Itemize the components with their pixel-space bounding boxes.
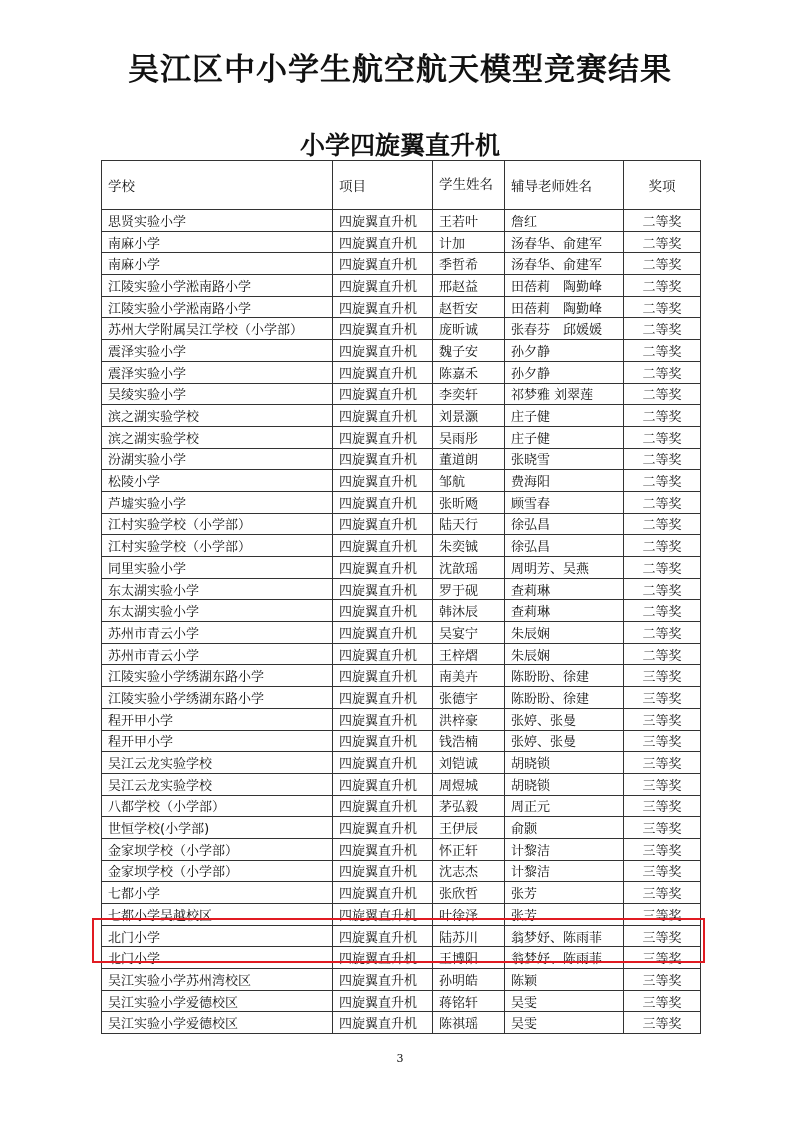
- cell-school: 七都小学吴越校区: [102, 904, 333, 926]
- cell-student: 刘铠诚: [433, 752, 505, 774]
- cell-student: 邹航: [433, 470, 505, 492]
- cell-teacher: 张婷、张曼: [505, 708, 624, 730]
- cell-teacher: 孙夕静: [505, 340, 624, 362]
- cell-student: 洪梓豪: [433, 708, 505, 730]
- cell-school: 吴江云龙实验学校: [102, 752, 333, 774]
- cell-student: 茅弘毅: [433, 795, 505, 817]
- cell-student: 魏子安: [433, 340, 505, 362]
- table-row: [102, 622, 701, 644]
- document-title: 吴江区中小学生航空航天模型竞赛结果: [128, 52, 672, 88]
- cell-school: 吴江实验小学爱德校区: [102, 990, 333, 1012]
- table-body: [102, 210, 701, 1034]
- cell-school: 程开甲小学: [102, 730, 333, 752]
- cell-award: 二等奖: [624, 643, 701, 665]
- cell-student: 怀正轩: [433, 838, 505, 860]
- cell-teacher: 田蓓莉 陶勤峰: [505, 296, 624, 318]
- cell-school: 江村实验学校（小学部）: [102, 535, 333, 557]
- cell-award: 二等奖: [624, 557, 701, 579]
- cell-project: 四旋翼直升机: [333, 882, 433, 904]
- cell-teacher: 顾雪春: [505, 491, 624, 513]
- cell-student: 沈歆瑶: [433, 557, 505, 579]
- table-row: [102, 708, 701, 730]
- cell-award: 二等奖: [624, 253, 701, 275]
- cell-school: 世恒学校(小学部): [102, 817, 333, 839]
- cell-student: 赵哲安: [433, 296, 505, 318]
- cell-school: 思贤实验小学: [102, 210, 333, 232]
- cell-project: 四旋翼直升机: [333, 665, 433, 687]
- cell-award: 二等奖: [624, 535, 701, 557]
- cell-school: 吴绫实验小学: [102, 383, 333, 405]
- cell-project: 四旋翼直升机: [333, 578, 433, 600]
- cell-project: 四旋翼直升机: [333, 904, 433, 926]
- cell-teacher: 翁梦妤、陈雨菲: [505, 947, 624, 969]
- cell-school: 江村实验学校（小学部）: [102, 513, 333, 535]
- table-row: [102, 838, 701, 860]
- cell-teacher: 吴雯: [505, 1012, 624, 1034]
- header-project: 项目: [333, 161, 433, 210]
- cell-student: 陆天行: [433, 513, 505, 535]
- table-row: [102, 383, 701, 405]
- cell-teacher: 朱辰娴: [505, 622, 624, 644]
- cell-school: 东太湖实验小学: [102, 578, 333, 600]
- cell-award: 三等奖: [624, 969, 701, 991]
- cell-student: 周煜城: [433, 773, 505, 795]
- cell-teacher: 詹红: [505, 210, 624, 232]
- cell-student: 张德宇: [433, 687, 505, 709]
- table-row: [102, 817, 701, 839]
- cell-student: 钱浩楠: [433, 730, 505, 752]
- table-row: [102, 1012, 701, 1034]
- cell-teacher: 徐弘昌: [505, 513, 624, 535]
- cell-student: 吴雨彤: [433, 426, 505, 448]
- table-row: [102, 361, 701, 383]
- cell-school: 吴江实验小学爱德校区: [102, 1012, 333, 1034]
- cell-school: 北门小学: [102, 925, 333, 947]
- cell-teacher: 张婷、张曼: [505, 730, 624, 752]
- cell-teacher: 朱辰娴: [505, 643, 624, 665]
- table-row: [102, 969, 701, 991]
- cell-award: 二等奖: [624, 231, 701, 253]
- cell-teacher: 翁梦妤、陈雨菲: [505, 925, 624, 947]
- table-row: [102, 275, 701, 297]
- cell-teacher: 汤春华、俞建军: [505, 253, 624, 275]
- table-row: [102, 904, 701, 926]
- cell-project: 四旋翼直升机: [333, 557, 433, 579]
- cell-teacher: 计黎洁: [505, 860, 624, 882]
- cell-school: 吴江云龙实验学校: [102, 773, 333, 795]
- cell-school: 苏州市青云小学: [102, 622, 333, 644]
- cell-teacher: 吴雯: [505, 990, 624, 1012]
- cell-project: 四旋翼直升机: [333, 860, 433, 882]
- cell-school: 苏州市青云小学: [102, 643, 333, 665]
- cell-project: 四旋翼直升机: [333, 969, 433, 991]
- cell-teacher: 陈盼盼、徐建: [505, 687, 624, 709]
- cell-award: 二等奖: [624, 448, 701, 470]
- cell-student: 蒋铭轩: [433, 990, 505, 1012]
- table-row: [102, 491, 701, 513]
- cell-teacher: 张晓雪: [505, 448, 624, 470]
- cell-school: 南麻小学: [102, 231, 333, 253]
- table-row: [102, 578, 701, 600]
- cell-project: 四旋翼直升机: [333, 795, 433, 817]
- table-row: [102, 231, 701, 253]
- section-title: 小学四旋翼直升机: [299, 131, 500, 160]
- cell-student: 计加: [433, 231, 505, 253]
- table-row: [102, 253, 701, 275]
- cell-award: 三等奖: [624, 860, 701, 882]
- cell-teacher: 查莉琳: [505, 578, 624, 600]
- cell-teacher: 查莉琳: [505, 600, 624, 622]
- cell-school: 滨之湖实验学校: [102, 426, 333, 448]
- cell-award: 三等奖: [624, 882, 701, 904]
- cell-student: 张欣哲: [433, 882, 505, 904]
- table-row: [102, 795, 701, 817]
- cell-project: 四旋翼直升机: [333, 730, 433, 752]
- cell-teacher: 张芳: [505, 904, 624, 926]
- cell-project: 四旋翼直升机: [333, 817, 433, 839]
- cell-school: 江陵实验小学绣湖东路小学: [102, 687, 333, 709]
- header-teacher-name: 辅导老师姓名: [505, 161, 624, 210]
- header-student-name: 学生姓名: [433, 161, 505, 210]
- table-row: [102, 665, 701, 687]
- table-row: [102, 687, 701, 709]
- cell-student: 陈嘉禾: [433, 361, 505, 383]
- cell-project: 四旋翼直升机: [333, 990, 433, 1012]
- cell-project: 四旋翼直升机: [333, 340, 433, 362]
- cell-student: 刘景灏: [433, 405, 505, 427]
- cell-award: 二等奖: [624, 470, 701, 492]
- table-row: [102, 882, 701, 904]
- table-row: [102, 296, 701, 318]
- table-row: [102, 600, 701, 622]
- cell-teacher: 田蓓莉 陶勤峰: [505, 275, 624, 297]
- cell-project: 四旋翼直升机: [333, 210, 433, 232]
- table-row: [102, 557, 701, 579]
- cell-student: 韩沐辰: [433, 600, 505, 622]
- cell-teacher: 陈盼盼、徐建: [505, 665, 624, 687]
- table-row: [102, 513, 701, 535]
- table-row: [102, 773, 701, 795]
- cell-school: 同里实验小学: [102, 557, 333, 579]
- cell-school: 江陵实验小学绣湖东路小学: [102, 665, 333, 687]
- cell-award: 三等奖: [624, 838, 701, 860]
- cell-school: 北门小学: [102, 947, 333, 969]
- table-row: [102, 448, 701, 470]
- cell-student: 王梓熠: [433, 643, 505, 665]
- cell-teacher: 计黎洁: [505, 838, 624, 860]
- cell-project: 四旋翼直升机: [333, 1012, 433, 1034]
- cell-student: 王博阳: [433, 947, 505, 969]
- cell-award: 二等奖: [624, 361, 701, 383]
- cell-student: 王若叶: [433, 210, 505, 232]
- cell-project: 四旋翼直升机: [333, 231, 433, 253]
- header-school: 学校: [102, 161, 333, 210]
- cell-teacher: 胡晓锁: [505, 752, 624, 774]
- table-row: [102, 426, 701, 448]
- cell-teacher: 费海阳: [505, 470, 624, 492]
- cell-award: 三等奖: [624, 708, 701, 730]
- cell-award: 三等奖: [624, 795, 701, 817]
- cell-student: 陈祺瑶: [433, 1012, 505, 1034]
- cell-award: 三等奖: [624, 904, 701, 926]
- cell-student: 罗于砚: [433, 578, 505, 600]
- cell-school: 金家坝学校（小学部）: [102, 860, 333, 882]
- cell-student: 沈志杰: [433, 860, 505, 882]
- cell-project: 四旋翼直升机: [333, 513, 433, 535]
- cell-teacher: 汤春华、俞建军: [505, 231, 624, 253]
- cell-project: 四旋翼直升机: [333, 448, 433, 470]
- cell-student: 南美卉: [433, 665, 505, 687]
- cell-school: 苏州大学附属吴江学校（小学部）: [102, 318, 333, 340]
- cell-school: 滨之湖实验学校: [102, 405, 333, 427]
- cell-award: 三等奖: [624, 730, 701, 752]
- table-row: [102, 947, 701, 969]
- table-row: [102, 470, 701, 492]
- cell-project: 四旋翼直升机: [333, 752, 433, 774]
- cell-school: 吴江实验小学苏州湾校区: [102, 969, 333, 991]
- cell-school: 七都小学: [102, 882, 333, 904]
- cell-project: 四旋翼直升机: [333, 838, 433, 860]
- cell-student: 邢赵益: [433, 275, 505, 297]
- table-row: [102, 925, 701, 947]
- cell-school: 东太湖实验小学: [102, 600, 333, 622]
- cell-student: 朱奕铖: [433, 535, 505, 557]
- cell-project: 四旋翼直升机: [333, 925, 433, 947]
- cell-award: 三等奖: [624, 990, 701, 1012]
- cell-award: 二等奖: [624, 513, 701, 535]
- cell-award: 二等奖: [624, 578, 701, 600]
- header-award: 奖项: [624, 161, 701, 210]
- cell-award: 二等奖: [624, 426, 701, 448]
- cell-teacher: 庄子健: [505, 405, 624, 427]
- cell-school: 江陵实验小学淞南路小学: [102, 296, 333, 318]
- cell-school: 震泽实验小学: [102, 361, 333, 383]
- cell-award: 三等奖: [624, 687, 701, 709]
- cell-award: 二等奖: [624, 383, 701, 405]
- results-table: [101, 160, 701, 1034]
- cell-project: 四旋翼直升机: [333, 405, 433, 427]
- cell-award: 三等奖: [624, 947, 701, 969]
- cell-student: 王伊辰: [433, 817, 505, 839]
- cell-project: 四旋翼直升机: [333, 947, 433, 969]
- table-row: [102, 643, 701, 665]
- cell-teacher: 庄子健: [505, 426, 624, 448]
- cell-project: 四旋翼直升机: [333, 253, 433, 275]
- cell-teacher: 周正元: [505, 795, 624, 817]
- cell-student: 叶徐泽: [433, 904, 505, 926]
- cell-school: 八都学校（小学部）: [102, 795, 333, 817]
- cell-project: 四旋翼直升机: [333, 361, 433, 383]
- cell-award: 二等奖: [624, 405, 701, 427]
- cell-award: 三等奖: [624, 773, 701, 795]
- table-row: [102, 405, 701, 427]
- table-row: [102, 535, 701, 557]
- cell-award: 三等奖: [624, 665, 701, 687]
- cell-award: 二等奖: [624, 210, 701, 232]
- cell-project: 四旋翼直升机: [333, 622, 433, 644]
- cell-award: 三等奖: [624, 817, 701, 839]
- cell-project: 四旋翼直升机: [333, 708, 433, 730]
- cell-student: 李奕轩: [433, 383, 505, 405]
- table-row: [102, 752, 701, 774]
- cell-student: 陆苏川: [433, 925, 505, 947]
- table-header-row: [102, 161, 701, 210]
- cell-school: 松陵小学: [102, 470, 333, 492]
- cell-award: 二等奖: [624, 340, 701, 362]
- table-row: [102, 730, 701, 752]
- cell-school: 金家坝学校（小学部）: [102, 838, 333, 860]
- cell-award: 二等奖: [624, 296, 701, 318]
- cell-teacher: 祁梦雅 刘翠莲: [505, 383, 624, 405]
- cell-project: 四旋翼直升机: [333, 773, 433, 795]
- page-number: 3: [396, 1052, 404, 1065]
- cell-teacher: 俞颢: [505, 817, 624, 839]
- cell-school: 江陵实验小学淞南路小学: [102, 275, 333, 297]
- table-row: [102, 990, 701, 1012]
- cell-teacher: 孙夕静: [505, 361, 624, 383]
- cell-school: 芦墟实验小学: [102, 491, 333, 513]
- cell-award: 三等奖: [624, 925, 701, 947]
- cell-student: 季哲希: [433, 253, 505, 275]
- cell-award: 二等奖: [624, 491, 701, 513]
- cell-teacher: 徐弘昌: [505, 535, 624, 557]
- cell-project: 四旋翼直升机: [333, 643, 433, 665]
- cell-award: 三等奖: [624, 1012, 701, 1034]
- cell-project: 四旋翼直升机: [333, 275, 433, 297]
- cell-project: 四旋翼直升机: [333, 383, 433, 405]
- cell-teacher: 张芳: [505, 882, 624, 904]
- cell-student: 张昕飏: [433, 491, 505, 513]
- cell-award: 二等奖: [624, 622, 701, 644]
- cell-school: 程开甲小学: [102, 708, 333, 730]
- cell-project: 四旋翼直升机: [333, 318, 433, 340]
- cell-teacher: 张春芬 邱媛媛: [505, 318, 624, 340]
- cell-student: 董道朗: [433, 448, 505, 470]
- cell-student: 孙明皓: [433, 969, 505, 991]
- table-row: [102, 210, 701, 232]
- cell-school: 南麻小学: [102, 253, 333, 275]
- cell-award: 二等奖: [624, 275, 701, 297]
- cell-school: 震泽实验小学: [102, 340, 333, 362]
- cell-award: 二等奖: [624, 600, 701, 622]
- cell-project: 四旋翼直升机: [333, 426, 433, 448]
- cell-teacher: 周明芳、吴燕: [505, 557, 624, 579]
- table-row: [102, 340, 701, 362]
- cell-teacher: 胡晓锁: [505, 773, 624, 795]
- cell-student: 庞昕诚: [433, 318, 505, 340]
- cell-project: 四旋翼直升机: [333, 535, 433, 557]
- cell-school: 汾湖实验小学: [102, 448, 333, 470]
- table-row: [102, 318, 701, 340]
- cell-student: 吴宴宁: [433, 622, 505, 644]
- cell-award: 二等奖: [624, 318, 701, 340]
- cell-project: 四旋翼直升机: [333, 470, 433, 492]
- table-row: [102, 860, 701, 882]
- cell-project: 四旋翼直升机: [333, 600, 433, 622]
- cell-teacher: 陈颖: [505, 969, 624, 991]
- cell-project: 四旋翼直升机: [333, 296, 433, 318]
- cell-award: 三等奖: [624, 752, 701, 774]
- cell-project: 四旋翼直升机: [333, 687, 433, 709]
- cell-project: 四旋翼直升机: [333, 491, 433, 513]
